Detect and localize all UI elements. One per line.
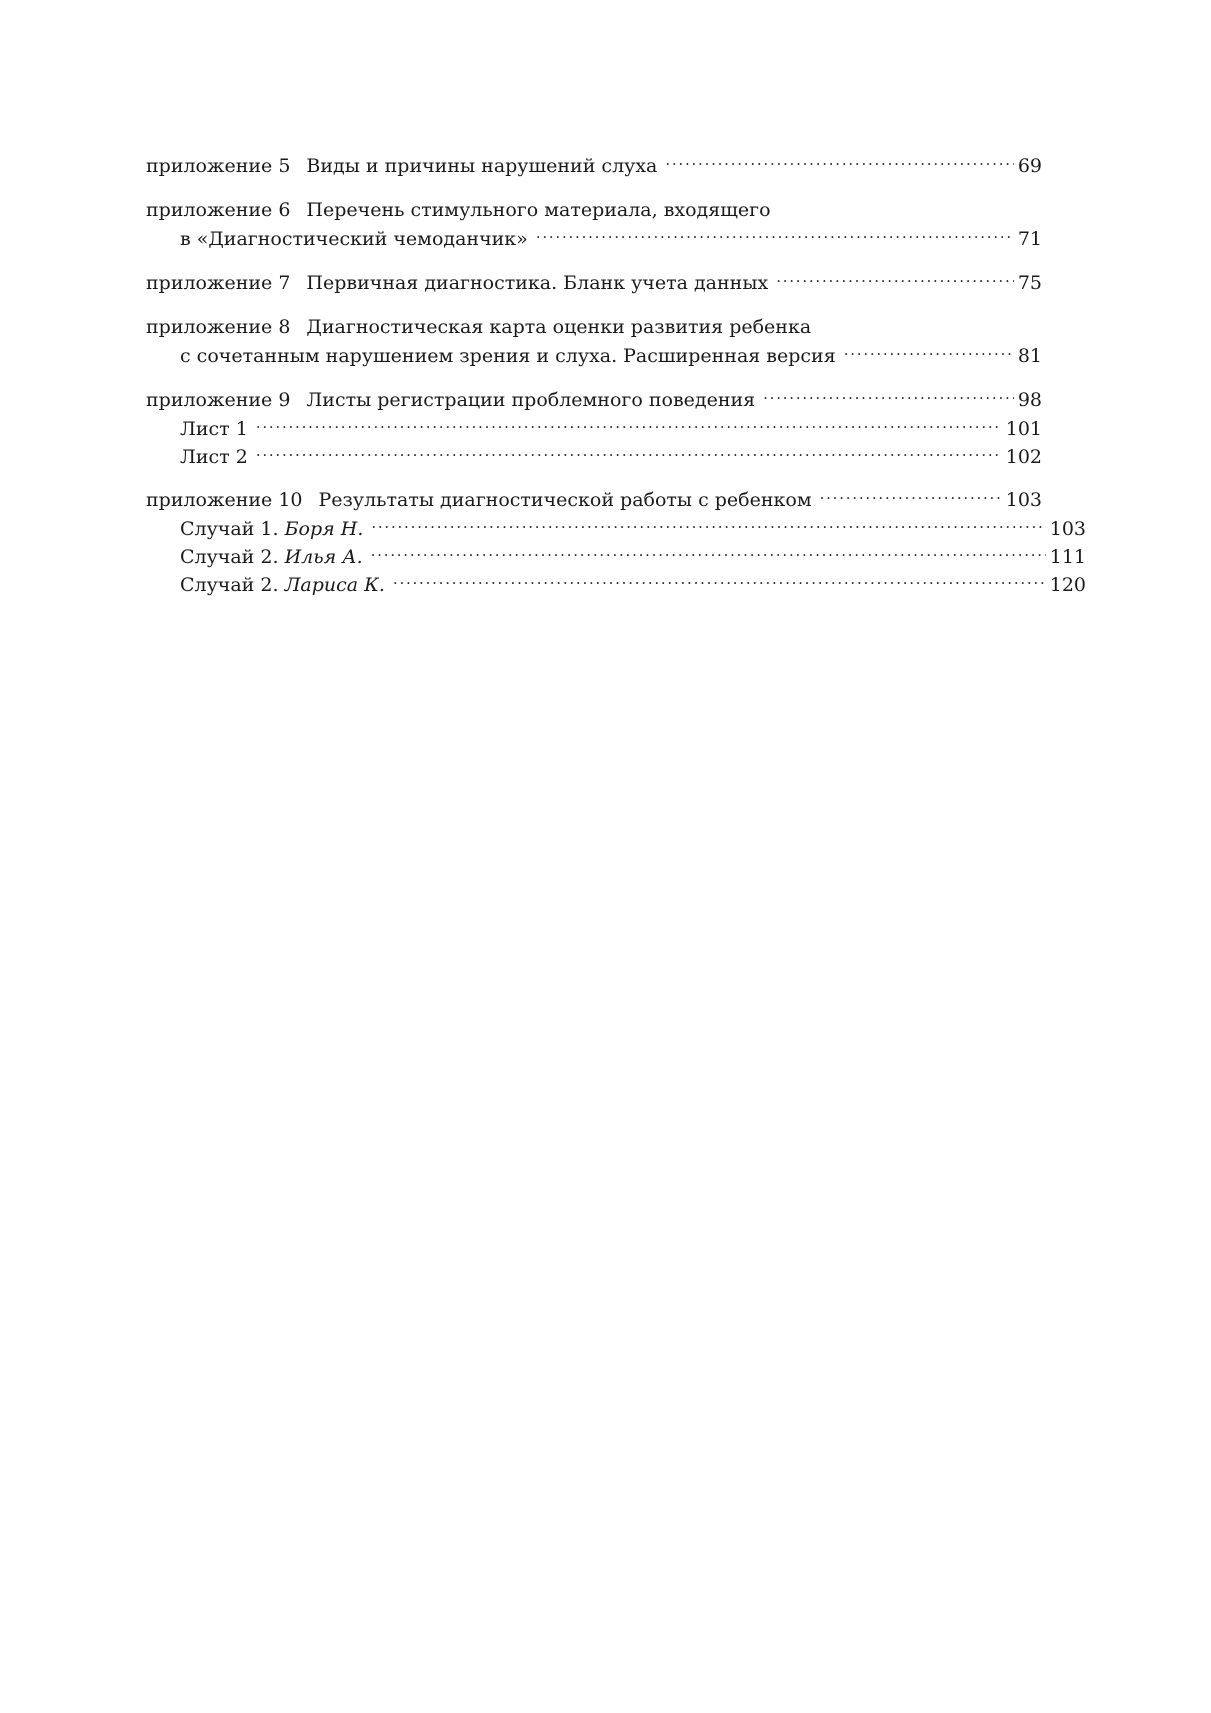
case-name: Илья А. bbox=[284, 546, 363, 568]
case-name: Боря Н. bbox=[284, 518, 364, 540]
toc-entry-label: приложение 7 bbox=[146, 272, 291, 294]
toc-subentry-page: 120 bbox=[1049, 574, 1086, 596]
dot-leader bbox=[256, 416, 1002, 435]
toc-subentry-title: Лист 2 bbox=[180, 446, 248, 468]
toc-entry-title: Первичная диагностика. Бланк учета данных bbox=[306, 272, 769, 294]
dot-leader bbox=[536, 226, 1014, 245]
toc-entry-appendix-6[interactable] bbox=[146, 196, 1042, 254]
toc-entry-label: приложение 6 bbox=[146, 199, 291, 221]
toc-entry-label: приложение 9 bbox=[146, 389, 291, 411]
case-prefix: Случай 2. bbox=[180, 546, 279, 568]
dot-leader bbox=[820, 487, 1002, 506]
toc-entry-label: приложение 8 bbox=[146, 316, 291, 338]
toc-subentry-case-2[interactable] bbox=[146, 543, 1086, 571]
toc-subentry-sheet-1[interactable] bbox=[146, 415, 1042, 443]
toc-subentry-title bbox=[180, 571, 385, 600]
toc-subentry-title: Лист 1 bbox=[180, 418, 248, 440]
dot-leader bbox=[371, 544, 1046, 563]
case-prefix: Случай 1. bbox=[180, 518, 279, 540]
toc-entry-title: Результаты диагностической работы с ребенком bbox=[318, 489, 812, 511]
toc-entry-title-continued: с сочетанным нарушением зрения и слуха. Расширенная версия bbox=[180, 345, 836, 367]
dot-leader bbox=[665, 153, 1013, 172]
toc-entry-appendix-9[interactable] bbox=[146, 386, 1042, 471]
toc-subentry-title bbox=[180, 543, 363, 572]
toc-entry-title: Перечень стимульного материала, входящего bbox=[306, 199, 771, 221]
dot-leader bbox=[776, 270, 1014, 289]
dot-leader bbox=[763, 387, 1014, 406]
toc-entry-appendix-8[interactable] bbox=[146, 313, 1042, 371]
toc-entry-appendix-7[interactable] bbox=[146, 269, 1042, 298]
dot-leader bbox=[256, 444, 1002, 463]
dot-leader bbox=[371, 516, 1045, 535]
toc-entry-title: Диагностическая карта оценки развития ребенка bbox=[306, 316, 812, 338]
toc-entry-appendix-5[interactable] bbox=[146, 152, 1042, 181]
toc-subentry-case-3[interactable] bbox=[146, 571, 1086, 599]
dot-leader bbox=[393, 572, 1046, 591]
table-of-contents bbox=[146, 152, 1086, 614]
toc-entry-appendix-10[interactable] bbox=[146, 486, 1086, 599]
toc-subentry-case-1[interactable] bbox=[146, 515, 1086, 543]
toc-entry-page: 71 bbox=[1017, 228, 1042, 250]
toc-entry-page: 98 bbox=[1017, 389, 1042, 411]
toc-entry-page: 103 bbox=[1005, 489, 1042, 511]
toc-entry-title: Листы регистрации проблемного поведения bbox=[306, 389, 756, 411]
toc-subentry-page: 102 bbox=[1005, 446, 1042, 468]
toc-entry-page: 81 bbox=[1017, 345, 1042, 367]
toc-subentry-page: 101 bbox=[1005, 418, 1042, 440]
case-prefix: Случай 2. bbox=[180, 574, 279, 596]
toc-entry-title: Виды и причины нарушений слуха bbox=[306, 155, 658, 177]
toc-subentry-page: 111 bbox=[1049, 546, 1086, 568]
toc-entry-title-continued: в «Диагностический чемоданчик» bbox=[180, 228, 528, 250]
toc-subentry-page: 103 bbox=[1049, 518, 1086, 540]
toc-subentry-sheet-2[interactable] bbox=[146, 443, 1042, 471]
toc-entry-page: 75 bbox=[1017, 272, 1042, 294]
toc-entry-label: приложение 10 bbox=[146, 489, 303, 511]
toc-subentry-title bbox=[180, 515, 363, 544]
toc-entry-page: 69 bbox=[1017, 155, 1042, 177]
case-name: Лариса К. bbox=[284, 574, 385, 596]
toc-entry-label: приложение 5 bbox=[146, 155, 291, 177]
dot-leader bbox=[844, 343, 1014, 362]
